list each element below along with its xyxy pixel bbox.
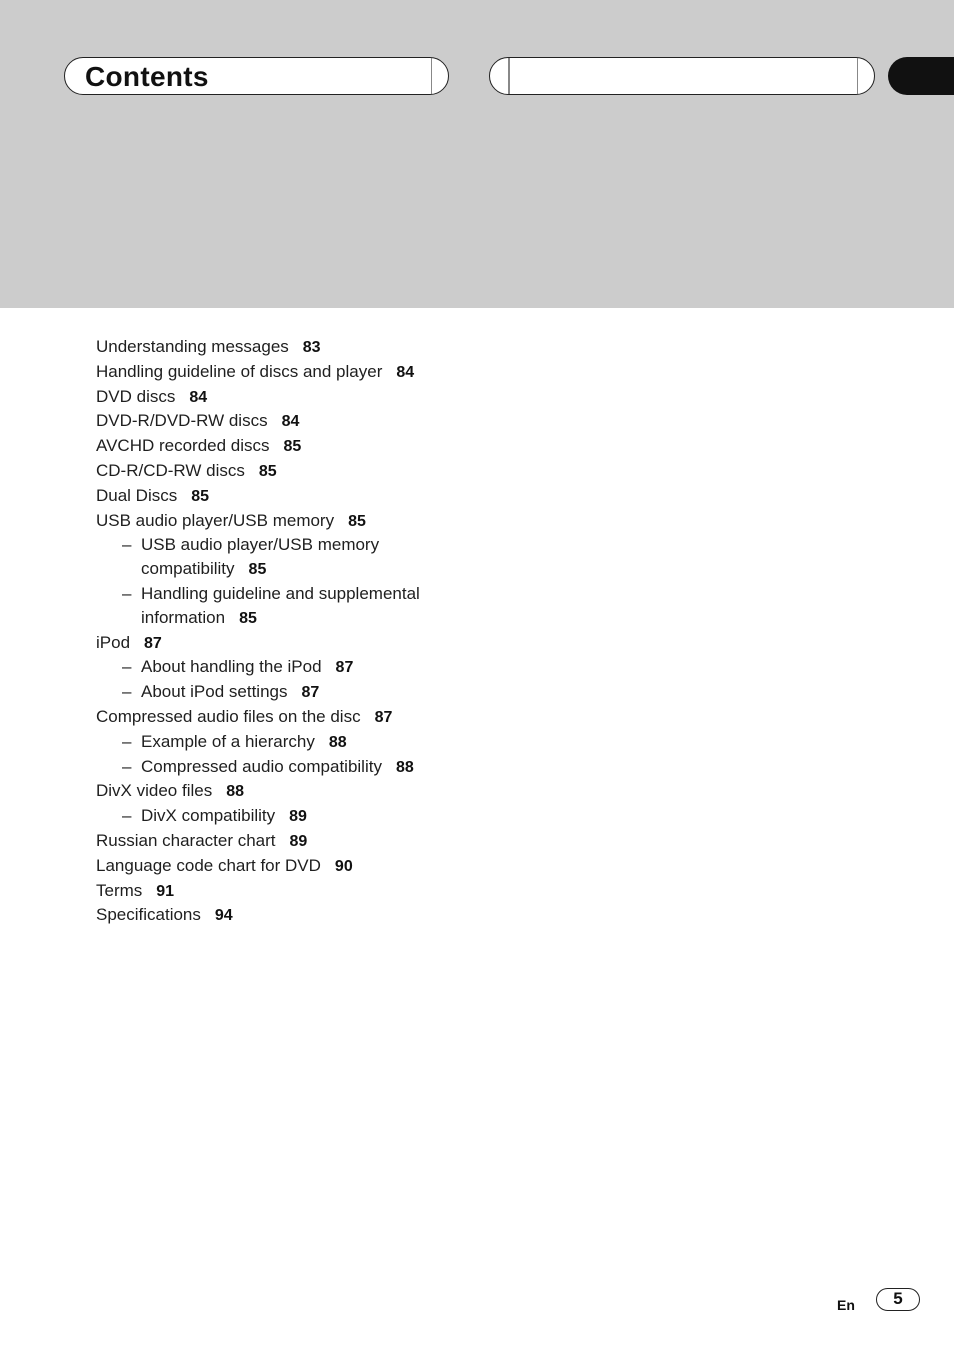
toc-subentry-continuation[interactable]: [96, 606, 516, 631]
title-box-divider: [431, 58, 433, 94]
page-title: Contents: [85, 61, 209, 92]
toc-entry-text: information: [141, 607, 226, 627]
toc-page-number: 85: [248, 561, 267, 579]
toc-entry[interactable]: [96, 385, 516, 410]
toc-entry-text: Understanding messages: [96, 337, 289, 356]
table-of-contents: [96, 335, 516, 928]
toc-page-number: 89: [289, 808, 307, 826]
section-tab: [888, 57, 954, 95]
toc-page-number: 88: [395, 758, 414, 776]
toc-page-number: 87: [144, 634, 162, 652]
toc-subentry[interactable]: [96, 755, 516, 780]
toc-entry-text: Specifications: [96, 905, 201, 925]
language-label: En: [837, 1297, 855, 1313]
toc-page-number: 88: [226, 783, 245, 801]
toc-dash: –: [122, 583, 132, 603]
toc-entry[interactable]: [96, 879, 516, 904]
toc-entry-text: Compressed audio files on the disc: [96, 706, 361, 726]
toc-entry-text: compatibility: [141, 559, 235, 579]
toc-page-number: 85: [283, 438, 302, 456]
toc-entry[interactable]: [96, 409, 516, 434]
toc-entry-text: CD-R/CD-RW discs: [96, 460, 245, 480]
toc-page-number: 87: [374, 708, 393, 726]
toc-page-number: 94: [214, 907, 233, 925]
page-number-badge: 5: [876, 1288, 920, 1311]
toc-entry[interactable]: [96, 360, 516, 385]
toc-page-number: 84: [281, 413, 300, 431]
toc-page-number: 88: [328, 733, 347, 751]
toc-subentry[interactable]: [96, 655, 516, 680]
toc-entry-text: Language code chart for DVD: [96, 855, 321, 875]
toc-entry[interactable]: [96, 854, 516, 879]
toc-page-number: 84: [396, 363, 415, 381]
toc-entry-text: DVD discs: [96, 386, 176, 406]
toc-subentry[interactable]: [96, 533, 516, 557]
contents-title-box: [64, 57, 449, 95]
toc-entry[interactable]: [96, 903, 516, 928]
toc-dash: –: [122, 682, 132, 702]
toc-entry-text: USB audio player/USB memory: [96, 510, 335, 530]
toc-dash: –: [122, 535, 132, 555]
section-title-box: [489, 57, 875, 95]
toc-page-number: 85: [258, 462, 277, 480]
toc-entry[interactable]: [96, 459, 516, 484]
toc-entry-text: Example of a hierarchy: [141, 731, 315, 751]
header-band: [0, 0, 954, 308]
toc-page-number: 84: [189, 388, 208, 406]
toc-entry-text: Handling guideline of discs and player: [96, 361, 383, 381]
toc-page-number: 87: [301, 684, 320, 702]
toc-entry[interactable]: [96, 335, 516, 360]
toc-page-number: 85: [348, 512, 366, 530]
toc-entry[interactable]: [96, 434, 516, 459]
toc-entry-text: iPod: [96, 632, 131, 652]
toc-entry[interactable]: [96, 705, 516, 730]
toc-entry[interactable]: [96, 484, 516, 509]
toc-entry-text: AVCHD recorded discs: [96, 436, 270, 456]
toc-entry[interactable]: [96, 829, 516, 854]
toc-entry-text: DivX compatibility: [141, 806, 276, 826]
toc-entry-text: Terms: [96, 880, 143, 900]
toc-entry[interactable]: [96, 779, 516, 804]
toc-entry-text: DivX video files: [96, 781, 213, 801]
toc-subentry-continuation[interactable]: [96, 557, 516, 582]
toc-dash: –: [122, 657, 132, 677]
toc-entry[interactable]: [96, 509, 516, 534]
toc-entry-text: About handling the iPod: [141, 657, 322, 677]
toc-subentry[interactable]: [96, 582, 516, 606]
toc-dash: –: [122, 731, 132, 751]
toc-page-number: 89: [289, 832, 308, 850]
toc-entry-text: About iPod settings: [141, 682, 288, 702]
section-box-divider-right: [857, 58, 859, 94]
toc-entry-text: DVD-R/DVD-RW discs: [96, 411, 268, 431]
toc-entry-text: Handling guideline and supplemental: [141, 583, 420, 603]
section-box-divider-left: [508, 58, 510, 94]
toc-entry-text: USB audio player/USB memory: [141, 535, 380, 555]
toc-dash: –: [122, 756, 132, 776]
toc-subentry[interactable]: [96, 680, 516, 705]
toc-entry[interactable]: [96, 631, 516, 656]
toc-subentry[interactable]: [96, 730, 516, 755]
toc-entry-text: Compressed audio compatibility: [141, 756, 382, 776]
toc-page-number: 87: [335, 659, 354, 677]
toc-page-number: 85: [239, 609, 257, 627]
toc-page-number: 85: [191, 487, 210, 505]
toc-subentry[interactable]: [96, 804, 516, 829]
toc-entry-text: Russian character chart: [96, 830, 276, 850]
toc-page-number: 90: [334, 857, 353, 875]
toc-page-number: 83: [302, 339, 321, 356]
toc-entry-text: Dual Discs: [96, 485, 178, 505]
toc-dash: –: [122, 806, 132, 826]
toc-page-number: 91: [156, 882, 175, 900]
